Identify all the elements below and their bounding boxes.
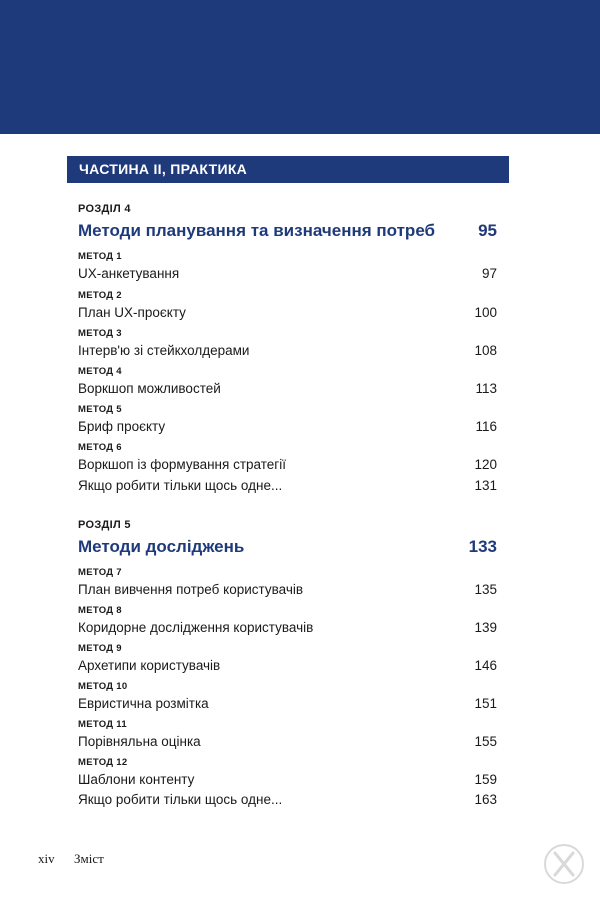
chapter-label: РОЗДІЛ 4 xyxy=(78,203,131,215)
method-label: МЕТОД 1 xyxy=(78,251,122,262)
method-page: 155 xyxy=(474,734,497,749)
method-label: МЕТОД 10 xyxy=(78,681,128,692)
method-title: Бриф проєкту xyxy=(78,419,166,434)
method-title: Коридорне дослідження користувачів xyxy=(78,620,314,635)
method-title: Евристична розмітка xyxy=(78,696,209,711)
method-page: 120 xyxy=(474,457,497,472)
summary-page: 131 xyxy=(474,478,497,493)
method-title: Шаблони контенту xyxy=(78,772,195,787)
method-page: 113 xyxy=(475,381,497,396)
summary-page: 163 xyxy=(474,792,497,807)
footer-page-number: xiv xyxy=(38,851,55,866)
method-title: Воркшоп можливостей xyxy=(78,381,221,396)
method-title: Інтерв'ю зі стейкхолдерами xyxy=(78,343,250,358)
method-page: 100 xyxy=(474,305,497,320)
chapter-page: 133 xyxy=(468,537,497,556)
method-label: МЕТОД 5 xyxy=(78,404,122,415)
part-heading: ЧАСТИНА ІІ, ПРАКТИКА xyxy=(67,156,509,183)
method-label: МЕТОД 6 xyxy=(78,442,122,453)
method-page: 139 xyxy=(474,620,497,635)
footer-title: Зміст xyxy=(74,851,104,866)
method-page: 108 xyxy=(474,343,497,358)
method-title: UX-анкетування xyxy=(78,266,180,281)
chapter-label: РОЗДІЛ 5 xyxy=(78,519,131,531)
method-title: План вивчення потреб користувачів xyxy=(78,582,304,597)
header-band xyxy=(0,0,600,134)
method-label: МЕТОД 7 xyxy=(78,567,122,578)
method-title: Воркшоп із формування стратегії xyxy=(78,457,286,472)
method-title: Архетипи користувачів xyxy=(78,658,221,673)
method-label: МЕТОД 4 xyxy=(78,366,122,377)
chapter-title: Методи планування та визначення потреб xyxy=(78,221,436,240)
method-page: 146 xyxy=(474,658,497,673)
summary-title: Якщо робити тільки щось одне... xyxy=(78,478,283,493)
method-page: 159 xyxy=(474,772,497,787)
summary-title: Якщо робити тільки щось одне... xyxy=(78,792,283,807)
method-label: МЕТОД 2 xyxy=(78,290,122,301)
chapter-page: 95 xyxy=(478,221,497,240)
method-label: МЕТОД 3 xyxy=(78,328,122,339)
method-title: План UX-проєкту xyxy=(78,305,186,320)
method-label: МЕТОД 11 xyxy=(78,719,127,730)
chapter-title: Методи досліджень xyxy=(78,537,245,556)
publisher-logo-icon xyxy=(542,842,586,886)
method-page: 151 xyxy=(474,696,497,711)
method-label: МЕТОД 9 xyxy=(78,643,122,654)
method-page: 116 xyxy=(475,419,497,434)
method-page: 97 xyxy=(481,266,497,281)
method-label: МЕТОД 12 xyxy=(78,757,128,768)
method-page: 135 xyxy=(474,582,497,597)
method-title: Порівняльна оцінка xyxy=(78,734,201,749)
method-label: МЕТОД 8 xyxy=(78,605,122,616)
